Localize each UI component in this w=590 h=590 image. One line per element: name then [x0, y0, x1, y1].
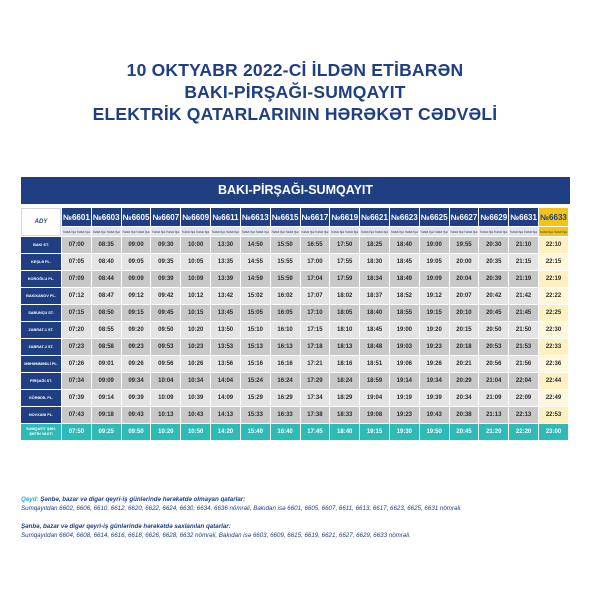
train-note: həsa işə həsa işə — [509, 227, 538, 236]
station-name: ZABRAT-2 ST. — [21, 339, 61, 355]
departure-time: 18:37 — [360, 288, 389, 304]
departure-time: 21:56 — [509, 356, 538, 372]
departure-time: 18:33 — [330, 407, 359, 423]
departure-time: 15:16 — [241, 356, 270, 372]
departure-time: 08:44 — [92, 271, 121, 287]
departure-time: 19:43 — [420, 407, 449, 423]
departure-time: 09:39 — [151, 271, 180, 287]
departure-time: 22:13 — [509, 407, 538, 423]
departure-time: 16:40 — [271, 424, 300, 440]
departure-time: 22:25 — [539, 305, 568, 321]
departure-time: 20:39 — [479, 271, 508, 287]
departure-time: 18:40 — [330, 424, 359, 440]
train-number: №6605 — [122, 208, 151, 226]
train-number: №6607 — [151, 208, 180, 226]
departure-time: 09:45 — [151, 305, 180, 321]
title-line-3: ELEKTRİK QATARLARININ HƏRƏKƏT CƏDVƏLİ — [92, 104, 498, 124]
departure-time: 19:30 — [390, 424, 419, 440]
departure-time: 07:43 — [62, 407, 91, 423]
departure-time: 18:45 — [360, 322, 389, 338]
departure-time: 22:19 — [539, 271, 568, 287]
departure-time: 22:09 — [509, 390, 538, 406]
departure-time: 18:05 — [330, 305, 359, 321]
departure-time: 21:20 — [479, 424, 508, 440]
departure-time: 15:55 — [271, 254, 300, 270]
station-name: KOROĞLU PL. — [21, 271, 61, 287]
departure-time: 15:10 — [241, 322, 270, 338]
departure-time: 19:19 — [390, 390, 419, 406]
departure-time: 18:40 — [390, 237, 419, 253]
notes-section — [21, 496, 571, 540]
station-name: MƏHƏMMƏDLİ PL. — [21, 356, 61, 372]
departure-time: 20:53 — [479, 339, 508, 355]
departure-time: 18:55 — [390, 305, 419, 321]
departure-time: 14:50 — [241, 237, 270, 253]
departure-time: 18:45 — [390, 254, 419, 270]
station-name: ZABRAT-1 ST. — [21, 322, 61, 338]
departure-time: 20:18 — [450, 339, 479, 355]
departure-time: 19:50 — [420, 424, 449, 440]
train-note: həsa işə həsa işə — [241, 227, 270, 236]
train-note: həsa işə həsa işə — [360, 227, 389, 236]
title-line-1: 10 OKTYABR 2022-Cİ İLDƏN ETİBARƏN — [126, 60, 464, 80]
ady-logo — [22, 213, 60, 231]
departure-time: 22:49 — [539, 390, 568, 406]
departure-time: 21:13 — [479, 407, 508, 423]
departure-time: 15:05 — [241, 305, 270, 321]
station-row — [21, 390, 568, 406]
ady-logo-cell — [21, 208, 61, 236]
departure-time: 15:02 — [241, 288, 270, 304]
departure-time: 20:10 — [450, 305, 479, 321]
train-note: həsa işə həsa işə — [330, 227, 359, 236]
departure-time: 17:50 — [330, 237, 359, 253]
departure-time: 15:29 — [241, 390, 270, 406]
departure-time: 17:45 — [301, 424, 330, 440]
train-note: həsa işə həsa işə — [450, 227, 479, 236]
departure-time: 20:38 — [450, 407, 479, 423]
departure-time: 19:00 — [390, 322, 419, 338]
departure-time: 17:38 — [301, 407, 330, 423]
departure-time: 19:23 — [390, 407, 419, 423]
departure-time: 07:09 — [62, 271, 91, 287]
departure-time: 18:52 — [390, 288, 419, 304]
departure-time: 09:18 — [92, 407, 121, 423]
departure-time: 16:10 — [271, 322, 300, 338]
departure-time: 13:53 — [211, 339, 240, 355]
title-line-2: BAKI-PİRŞAĞI-SUMQAYIT — [184, 82, 406, 102]
train-number: №6611 — [211, 208, 240, 226]
departure-time: 08:40 — [92, 254, 121, 270]
departure-time: 19:08 — [360, 407, 389, 423]
departure-time: 18:59 — [360, 373, 389, 389]
departure-time: 17:29 — [301, 373, 330, 389]
departure-time: 19:04 — [360, 390, 389, 406]
train-number: №6627 — [450, 208, 479, 226]
departure-time: 10:20 — [181, 322, 210, 338]
departure-time: 09:26 — [122, 356, 151, 372]
train-note: həsa işə həsa işə — [211, 227, 240, 236]
departure-time: 20:00 — [450, 254, 479, 270]
departure-time: 10:43 — [181, 407, 210, 423]
departure-time: 07:50 — [62, 424, 91, 440]
departure-time: 09:12 — [122, 288, 151, 304]
departure-time: 21:45 — [509, 305, 538, 321]
departure-time: 21:10 — [509, 237, 538, 253]
departure-time: 18:51 — [360, 356, 389, 372]
departure-time: 19:03 — [390, 339, 419, 355]
departure-time: 17:00 — [301, 254, 330, 270]
station-row — [21, 322, 568, 338]
departure-time: 09:14 — [92, 390, 121, 406]
departure-time: 20:07 — [450, 288, 479, 304]
train-note: həsa işə həsa işə — [420, 227, 449, 236]
departure-time: 09:09 — [122, 271, 151, 287]
departure-time: 09:42 — [151, 288, 180, 304]
route-banner: BAKI-PİRŞAĞI-SUMQAYIT — [21, 177, 570, 204]
departure-time: 18:48 — [360, 339, 389, 355]
departure-time: 09:56 — [151, 356, 180, 372]
departure-time: 22:53 — [539, 407, 568, 423]
departure-time: 10:20 — [151, 424, 180, 440]
train-note: həsa işə həsa işə — [122, 227, 151, 236]
departure-time: 18:02 — [330, 288, 359, 304]
departure-time: 09:00 — [122, 237, 151, 253]
departure-time: 07:23 — [62, 339, 91, 355]
departure-time: 18:13 — [330, 339, 359, 355]
departure-time: 10:05 — [181, 254, 210, 270]
departure-time: 09:05 — [122, 254, 151, 270]
departure-time: 08:50 — [92, 305, 121, 321]
train-number: №6601 — [62, 208, 91, 226]
station-name: PİRŞAĞI ST. — [21, 373, 61, 389]
departure-time: 13:56 — [211, 356, 240, 372]
departure-time: 19:39 — [420, 390, 449, 406]
departure-time: 20:42 — [479, 288, 508, 304]
departure-time: 22:36 — [539, 356, 568, 372]
departure-time: 09:53 — [151, 339, 180, 355]
departure-time: 08:47 — [92, 288, 121, 304]
departure-time: 14:20 — [211, 424, 240, 440]
departure-time: 09:20 — [122, 322, 151, 338]
departure-time: 18:34 — [360, 271, 389, 287]
departure-time: 09:30 — [151, 237, 180, 253]
train-number: №6609 — [181, 208, 210, 226]
departure-time: 22:33 — [539, 339, 568, 355]
departure-time: 08:55 — [92, 322, 121, 338]
departure-time: 16:55 — [301, 237, 330, 253]
departure-time: 18:25 — [360, 237, 389, 253]
departure-time: 16:16 — [271, 356, 300, 372]
departure-time: 07:15 — [62, 305, 91, 321]
departure-time: 20:45 — [450, 424, 479, 440]
departure-time: 07:39 — [62, 390, 91, 406]
departure-time: 19:55 — [450, 237, 479, 253]
departure-time: 10:15 — [181, 305, 210, 321]
train-number: №6603 — [92, 208, 121, 226]
departure-time: 09:35 — [151, 254, 180, 270]
departure-time: 09:50 — [151, 322, 180, 338]
departure-time: 08:35 — [92, 237, 121, 253]
departure-time: 19:09 — [420, 271, 449, 287]
train-number: №6631 — [509, 208, 538, 226]
train-note: həsa işə həsa işə — [479, 227, 508, 236]
departure-time: 20:15 — [450, 322, 479, 338]
train-note: həsa işə həsa işə — [390, 227, 419, 236]
departure-time: 09:34 — [122, 373, 151, 389]
departure-time: 17:04 — [301, 271, 330, 287]
departure-time: 17:59 — [330, 271, 359, 287]
departure-time: 16:29 — [271, 390, 300, 406]
departure-time: 14:59 — [241, 271, 270, 287]
departure-time: 19:15 — [420, 305, 449, 321]
departure-time: 15:13 — [241, 339, 270, 355]
departure-time: 21:50 — [509, 322, 538, 338]
station-row — [21, 237, 568, 253]
departure-time: 07:34 — [62, 373, 91, 389]
departure-time: 15:24 — [241, 373, 270, 389]
departure-time: 15:50 — [271, 237, 300, 253]
departure-time: 21:42 — [509, 288, 538, 304]
departure-time: 14:04 — [211, 373, 240, 389]
station-row — [21, 424, 568, 440]
notes-text-2: Sumqayıtdan 6604, 6608, 6614, 6616, 6618, 6626, 6628, 6632 nömrəli, Bakıdan isə 6603, 6609, 6615, 6619, 6621, 6627, 6629, 6633 nömrəli. — [21, 531, 411, 539]
departure-time: 13:42 — [211, 288, 240, 304]
departure-time: 19:06 — [390, 356, 419, 372]
station-name: GÖRƏDİL PL. — [21, 390, 61, 406]
departure-time: 19:14 — [390, 373, 419, 389]
ady-logo-text: ADY — [34, 219, 48, 225]
departure-time: 19:12 — [420, 288, 449, 304]
departure-time: 23:00 — [539, 424, 568, 440]
departure-time: 10:00 — [181, 237, 210, 253]
departure-time: 10:23 — [181, 339, 210, 355]
departure-time: 15:33 — [241, 407, 270, 423]
departure-time: 09:09 — [92, 373, 121, 389]
departure-time: 20:21 — [450, 356, 479, 372]
train-number: №6617 — [301, 208, 330, 226]
train-number: №6615 — [271, 208, 300, 226]
departure-time: 22:44 — [539, 373, 568, 389]
departure-time: 07:12 — [62, 288, 91, 304]
departure-time: 10:09 — [181, 271, 210, 287]
train-number: №6613 — [241, 208, 270, 226]
departure-time: 16:13 — [271, 339, 300, 355]
train-note: həsa işə həsa işə — [539, 227, 568, 236]
departure-time: 14:13 — [211, 407, 240, 423]
departure-time: 16:24 — [271, 373, 300, 389]
departure-time: 19:26 — [420, 356, 449, 372]
station-row — [21, 356, 568, 372]
departure-time: 16:02 — [271, 288, 300, 304]
departure-time: 15:59 — [271, 271, 300, 287]
departure-time: 10:13 — [151, 407, 180, 423]
train-number: №6621 — [360, 208, 389, 226]
departure-time: 07:05 — [62, 254, 91, 270]
departure-time: 13:39 — [211, 271, 240, 287]
departure-time: 16:33 — [271, 407, 300, 423]
train-number: №6625 — [420, 208, 449, 226]
departure-time: 17:21 — [301, 356, 330, 372]
departure-time: 22:22 — [539, 288, 568, 304]
departure-time: 17:07 — [301, 288, 330, 304]
departure-time: 21:19 — [509, 271, 538, 287]
schedule-table — [20, 207, 569, 441]
departure-time: 13:50 — [211, 322, 240, 338]
departure-time: 09:43 — [122, 407, 151, 423]
departure-time: 10:04 — [151, 373, 180, 389]
departure-time: 09:25 — [92, 424, 121, 440]
departure-time: 09:39 — [122, 390, 151, 406]
station-row — [21, 305, 568, 321]
departure-time: 20:29 — [450, 373, 479, 389]
departure-time: 09:15 — [122, 305, 151, 321]
departure-time: 22:04 — [509, 373, 538, 389]
notes-label: Qeyd: — [21, 496, 39, 503]
train-note: həsa işə həsa işə — [62, 227, 91, 236]
station-name: SABUNÇU ST. — [21, 305, 61, 321]
departure-time: 18:24 — [330, 373, 359, 389]
notes-text-1: Sumqayıtdan 6602, 6606, 6610, 6612, 6620, 6622, 6624, 6630, 6634, 6636 nömrəli, Bakıdan isə 6601, 6605, 6607, 6611, 6613, 6617, 6623, 6625, 6631 nömrəli. — [21, 504, 462, 512]
departure-time: 13:30 — [211, 237, 240, 253]
departure-time: 18:29 — [330, 390, 359, 406]
train-number: №6633 — [539, 208, 568, 226]
notes-heading-1: Şənbə, bazar və digər qeyri-iş günlərində hərəkətdə olmayan qatarlar: — [40, 496, 246, 503]
departure-time: 15:40 — [241, 424, 270, 440]
station-row — [21, 254, 568, 270]
departure-time: 19:15 — [360, 424, 389, 440]
departure-time: 19:20 — [420, 322, 449, 338]
departure-time: 20:34 — [450, 390, 479, 406]
station-name: SUMQAYIT ŞƏH. ŞƏTİN VAXTI — [21, 424, 61, 440]
departure-time: 21:53 — [509, 339, 538, 355]
departure-time: 19:23 — [420, 339, 449, 355]
departure-time: 20:50 — [479, 322, 508, 338]
departure-time: 16:05 — [271, 305, 300, 321]
station-row — [21, 271, 568, 287]
departure-time: 19:05 — [420, 254, 449, 270]
departure-time: 18:16 — [330, 356, 359, 372]
train-note-row — [21, 227, 568, 236]
departure-time: 18:30 — [360, 254, 389, 270]
departure-time: 20:30 — [479, 237, 508, 253]
departure-time: 17:34 — [301, 390, 330, 406]
departure-time: 10:50 — [181, 424, 210, 440]
train-number: №6629 — [479, 208, 508, 226]
departure-time: 20:35 — [479, 254, 508, 270]
departure-time: 18:10 — [330, 322, 359, 338]
departure-time: 13:35 — [211, 254, 240, 270]
departure-time: 17:18 — [301, 339, 330, 355]
departure-time: 22:15 — [539, 254, 568, 270]
departure-time: 07:26 — [62, 356, 91, 372]
departure-time: 10:12 — [181, 288, 210, 304]
train-number: №6623 — [390, 208, 419, 226]
departure-time: 21:04 — [479, 373, 508, 389]
departure-time: 10:34 — [181, 373, 210, 389]
departure-time: 10:39 — [181, 390, 210, 406]
departure-time: 17:15 — [301, 322, 330, 338]
departure-time: 13:45 — [211, 305, 240, 321]
departure-time: 10:09 — [151, 390, 180, 406]
departure-time: 07:20 — [62, 322, 91, 338]
train-note: həsa işə həsa işə — [92, 227, 121, 236]
departure-time: 20:45 — [479, 305, 508, 321]
departure-time: 20:56 — [479, 356, 508, 372]
train-note: həsa işə həsa işə — [181, 227, 210, 236]
departure-time: 14:55 — [241, 254, 270, 270]
departure-time: 18:49 — [390, 271, 419, 287]
train-note: həsa işə həsa işə — [271, 227, 300, 236]
departure-time: 22:20 — [509, 424, 538, 440]
departure-time: 19:00 — [420, 237, 449, 253]
departure-time: 21:15 — [509, 254, 538, 270]
departure-time: 18:40 — [360, 305, 389, 321]
station-name: NOVXANI PL. — [21, 407, 61, 423]
departure-time: 08:58 — [92, 339, 121, 355]
station-row — [21, 373, 568, 389]
departure-time: 10:26 — [181, 356, 210, 372]
station-name: BAKIXANOV PL. — [21, 288, 61, 304]
station-name: BAKI ST. — [21, 237, 61, 253]
station-row — [21, 407, 568, 423]
departure-time: 20:04 — [450, 271, 479, 287]
departure-time: 07:00 — [62, 237, 91, 253]
departure-time: 21:09 — [479, 390, 508, 406]
departure-time: 09:50 — [122, 424, 151, 440]
station-row — [21, 288, 568, 304]
train-number: №6619 — [330, 208, 359, 226]
departure-time: 19:34 — [420, 373, 449, 389]
station-row — [21, 339, 568, 355]
departure-time: 09:01 — [92, 356, 121, 372]
departure-time: 17:55 — [330, 254, 359, 270]
departure-time: 17:10 — [301, 305, 330, 321]
departure-time: 22:10 — [539, 237, 568, 253]
notes-heading-2: Şənbə, bazar və digər qeyri-iş günlərində hərəkətdə saxlanılan qatarlar: — [21, 523, 231, 530]
station-name: KEŞLƏ PL. — [21, 254, 61, 270]
departure-time: 14:09 — [211, 390, 240, 406]
train-number-header-row — [21, 208, 568, 226]
train-note: həsa işə həsa işə — [151, 227, 180, 236]
train-note: həsa işə həsa işə — [301, 227, 330, 236]
departure-time: 22:30 — [539, 322, 568, 338]
schedule-table-container — [21, 177, 570, 441]
departure-time: 09:23 — [122, 339, 151, 355]
